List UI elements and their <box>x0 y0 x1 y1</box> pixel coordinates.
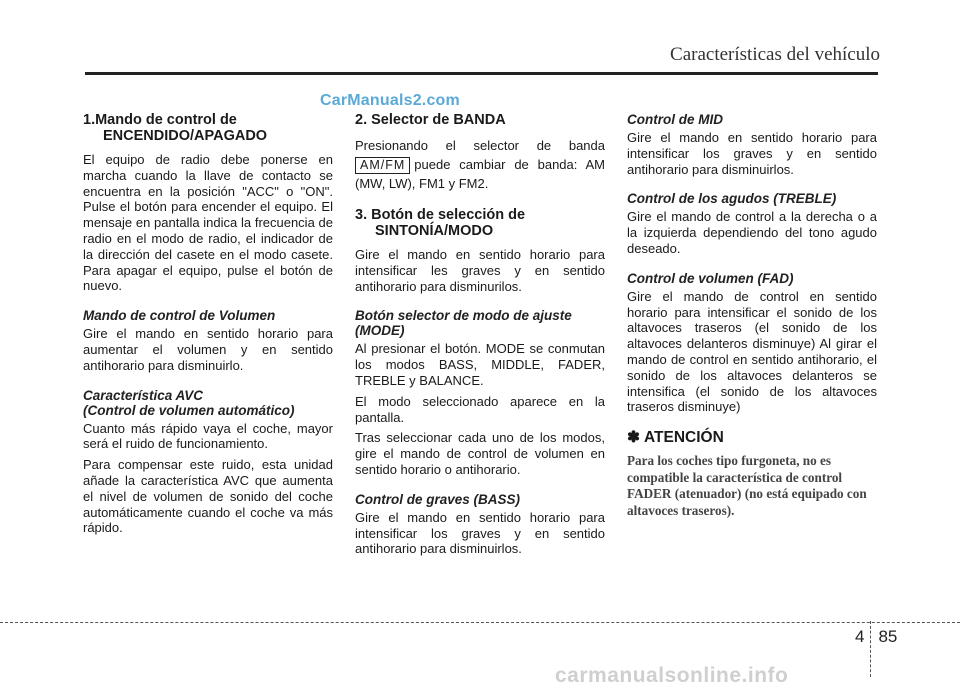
band-button-label: AM/FM <box>355 157 410 174</box>
running-header-title: Características del vehículo <box>670 44 880 65</box>
subheading-line: (Control de volumen automático) <box>83 402 295 418</box>
header-rule <box>85 72 878 75</box>
paragraph: Tras seleccionar cada uno de los modos, gire el mando de control de volumen en sentido horario o antihorario. <box>355 430 605 477</box>
heading-line: 3. Botón de selección de <box>355 207 526 223</box>
subheading-mid: Control de MID <box>627 112 723 127</box>
text-span: Presionando el selector de banda <box>355 138 605 153</box>
section-heading-power <box>83 112 333 144</box>
paragraph: Gire el mando en sentido horario para intensificar los graves y en sentido antihorario para disminuirlos. <box>355 509 605 557</box>
caution-heading <box>627 429 877 447</box>
watermark-top: CarManuals2.com <box>320 92 460 109</box>
page-number-separator <box>870 621 872 677</box>
watermark-bottom: carmanualsonline.info <box>555 664 789 687</box>
subheading-line: Característica AVC <box>83 387 204 403</box>
paragraph: Gire el mando en sentido horario para intensificar les graves y en sentido antihorario para disminurilos. <box>355 247 605 294</box>
subheading-volume: Mando de control de Volumen <box>83 308 276 324</box>
subheading-avc <box>83 388 333 418</box>
chapter-number: 4 <box>855 627 865 646</box>
asterisk-icon: ✽ <box>627 429 640 447</box>
heading-line: ENCENDIDO/APAGADO <box>103 128 268 144</box>
column-2 <box>355 112 605 562</box>
paragraph: Gire el mando en sentido horario para intensificar los graves y en sentido antihorario para disminuirlos. <box>627 130 877 177</box>
paragraph: Gire el mando en sentido horario para aumentar el volumen y en sentido antihorario para disminuirlo. <box>83 326 333 373</box>
paragraph: Al presionar el botón. MODE se conmutan los modos BASS, MIDDLE, FADER, TREBLE y BALANCE. <box>355 341 605 388</box>
page-number-value: 85 <box>878 627 898 646</box>
footer-dashed-rule <box>0 622 960 623</box>
column-1 <box>83 112 333 541</box>
paragraph: Para compensar este ruido, esta unidad añade la característica AVC que aumenta el nivel de volumen de sonido del coche automáticamente cuando el coche va más rápido. <box>83 457 333 536</box>
paragraph <box>355 136 605 193</box>
caution-text: Para los coches tipo furgoneta, no es compatible la característica de control FADER (atenuador) (no está equipado con altavoces traseros). <box>627 453 867 518</box>
subheading-line: (MODE) <box>355 323 405 339</box>
section-heading-band: 2. Selector de BANDA <box>355 112 506 128</box>
column-3 <box>627 112 877 519</box>
paragraph: Gire el mando de control en sentido horario para intensificar el sonido de los altavoces traseros (el sonido de los altavoces delanteros disminuye) Al girar el mando de control en sentido antihorario, el sonido de los altavoces delanteros se intensifica (el sonido de los altavoces traseros disminuye) <box>627 288 877 415</box>
heading-line: SINTONÍA/MODO <box>375 223 494 239</box>
paragraph: El modo seleccionado aparece en la pantalla. <box>355 393 605 425</box>
subheading-mode <box>355 308 605 338</box>
subheading-fad: Control de volumen (FAD) <box>627 270 794 286</box>
subheading-bass: Control de graves (BASS) <box>355 491 521 507</box>
heading-line: 1.Mando de control de <box>83 112 237 128</box>
subheading-line: Botón selector de modo de ajuste <box>355 308 572 324</box>
section-heading-tune <box>355 207 605 239</box>
caution-title: ATENCIÓN <box>644 429 724 447</box>
paragraph: Gire el mando de control a la derecha o a la izquierda dependiendo del tono agudo deseado. <box>627 209 877 256</box>
subheading-treble: Control de los agudos (TREBLE) <box>627 191 837 207</box>
paragraph: El equipo de radio debe ponerse en marcha cuando la llave de contacto se encuentra en la posición "ACC" o "ON". Pulse el botón para encender el equipo. El mensaje en pantalla indica la frecuencia de radio en el modo de radio, el indicador de la dirección del casete en el modo casete. Para apagar el equipo, pulse el botón de nuevo. <box>83 152 333 294</box>
text-span: puede cambiar de banda: AM (MW, LW), FM1 y FM2. <box>355 157 605 191</box>
page-number <box>855 627 897 677</box>
paragraph: Cuanto más rápido vaya el coche, mayor será el ruido de funcionamiento. <box>83 420 333 452</box>
